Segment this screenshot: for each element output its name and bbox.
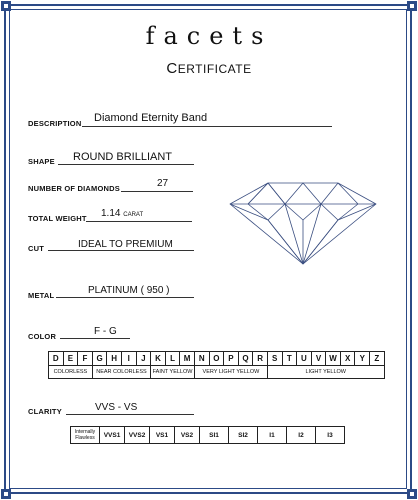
color-value: F - G xyxy=(94,326,117,337)
clarity-grade-cell: VVS1 xyxy=(100,427,125,444)
color-line xyxy=(60,338,130,339)
color-grade-cell: V xyxy=(311,352,326,366)
description-label: DESCRIPTION xyxy=(28,119,82,128)
color-grade-cell: Z xyxy=(370,352,385,366)
color-grade-cell: J xyxy=(136,352,151,366)
corner-ornament xyxy=(1,489,11,499)
color-grade-cell: K xyxy=(151,352,166,366)
cut-value: IDEAL TO PREMIUM xyxy=(78,239,173,250)
clarity-grade-scale xyxy=(70,426,345,444)
color-grade-cell: M xyxy=(180,352,195,366)
color-grade-cell: U xyxy=(297,352,312,366)
number-label: NUMBER OF DIAMONDS xyxy=(28,184,120,193)
color-grade-cell: P xyxy=(224,352,239,366)
color-grade-cell: E xyxy=(63,352,78,366)
color-grade-cell: O xyxy=(209,352,224,366)
clarity-grade-cell: VS1 xyxy=(150,427,175,444)
shape-label: SHAPE xyxy=(28,157,55,166)
clarity-value: VVS - VS xyxy=(95,402,138,413)
diamond-icon xyxy=(228,180,378,266)
color-grade-cell: H xyxy=(107,352,122,366)
color-grade-cell: L xyxy=(165,352,180,366)
color-grade-cell: Y xyxy=(355,352,370,366)
color-grade-cell: X xyxy=(340,352,355,366)
color-grade-cell: S xyxy=(267,352,282,366)
color-grade-cell: D xyxy=(49,352,64,366)
color-grade-cell: T xyxy=(282,352,297,366)
clarity-line xyxy=(66,414,194,415)
description-value: Diamond Eternity Band xyxy=(94,112,208,124)
description-line xyxy=(82,126,332,127)
color-band-cell: NEAR COLORLESS xyxy=(92,366,150,379)
clarity-grade-cell: I1 xyxy=(258,427,287,444)
weight-unit: CARAT xyxy=(123,212,144,218)
weight-line xyxy=(86,221,192,222)
color-label: COLOR xyxy=(28,332,57,341)
color-band-cell: COLORLESS xyxy=(49,366,93,379)
color-band-cell: LIGHT YELLOW xyxy=(267,366,384,379)
clarity-grade-cell: VVS2 xyxy=(125,427,150,444)
clarity-label: CLARITY xyxy=(28,407,62,416)
color-grade-scale xyxy=(48,351,385,379)
corner-ornament xyxy=(407,489,417,499)
metal-label: METAL xyxy=(28,291,55,300)
certificate-title-initial: C xyxy=(166,60,178,77)
certificate-title-rest: ERTIFICATE xyxy=(177,62,252,76)
color-grade-cell: N xyxy=(194,352,209,366)
color-grade-cell: W xyxy=(326,352,341,366)
clarity-grade-cell: Internally Flawless xyxy=(71,427,100,444)
weight-label: TOTAL WEIGHT xyxy=(28,214,87,223)
color-grade-cell: G xyxy=(92,352,107,366)
number-value: 27 xyxy=(157,178,169,189)
cut-label: CUT xyxy=(28,244,45,253)
cut-line xyxy=(48,250,194,251)
clarity-grade-cell: SI1 xyxy=(200,427,229,444)
color-grade-cell: F xyxy=(78,352,93,366)
color-band-cell: FAINT YELLOW xyxy=(151,366,195,379)
clarity-row xyxy=(71,427,345,444)
color-bands-row xyxy=(49,366,385,379)
corner-ornament xyxy=(407,1,417,11)
certificate-title xyxy=(0,60,418,77)
color-grade-cell: Q xyxy=(238,352,253,366)
color-letters-row xyxy=(49,352,385,366)
metal-line xyxy=(56,297,194,298)
color-grade-cell: I xyxy=(121,352,136,366)
brand-logo: facets xyxy=(145,22,273,50)
corner-ornament xyxy=(1,1,11,11)
clarity-grade-cell: SI2 xyxy=(229,427,258,444)
color-grade-cell: R xyxy=(253,352,268,366)
color-band-cell: VERY LIGHT YELLOW xyxy=(194,366,267,379)
clarity-grade-cell: I3 xyxy=(316,427,345,444)
shape-line xyxy=(58,164,194,165)
shape-value: ROUND BRILLIANT xyxy=(73,151,173,163)
weight-value-wrap xyxy=(101,208,143,219)
clarity-grade-cell: I2 xyxy=(287,427,316,444)
weight-value: 1.14 xyxy=(101,208,121,219)
metal-value: PLATINUM ( 950 ) xyxy=(88,285,170,296)
clarity-grade-cell: VS2 xyxy=(175,427,200,444)
number-line xyxy=(121,191,193,192)
